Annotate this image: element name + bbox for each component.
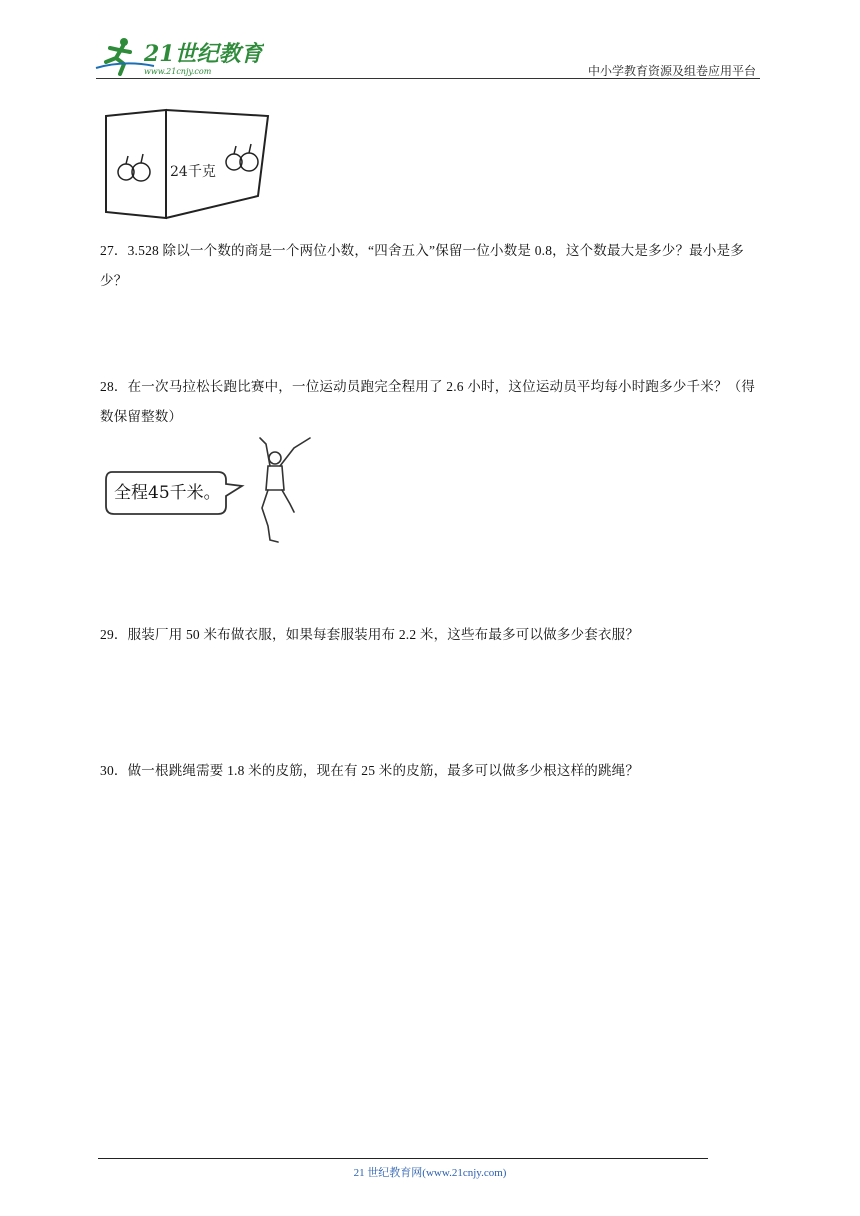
box-weight-label: 24千克 [170,164,216,180]
question-29: 29．服装厂用 50 米布做衣服，如果每套服装用布 2.2 米，这些布最多可以做多少套衣服？ [100,627,640,642]
question-28: 28．在一次马拉松长跑比赛中，一位运动员跑完全程用了 2.6 小时，这位运动员平均每小时跑多少千米？（得数保留整数） [100,379,756,424]
question-27: 27．3.528 除以一个数的商是一个两位小数，“四舍五入”保留一位小数是 0.8，这个数最大是多少？最小是多少？ [100,243,744,288]
question-30: 30．做一根跳绳需要 1.8 米的皮筋，现在有 25 米的皮筋，最多可以做多少根这样的跳绳？ [100,763,640,778]
apple-box-figure [100,104,270,226]
footer-link[interactable]: 21 世纪教育网(www.21cnjy.com) [353,1167,507,1179]
runner-logo-icon [94,34,264,80]
site-logo [94,34,264,80]
apple-icon [118,154,150,181]
platform-title: 中小学教育资源及组卷应用平台 [587,64,756,78]
runner-icon [260,438,310,542]
logo-url: www.21cnjy.com [144,67,212,76]
apple-icon [226,144,258,171]
speech-bubble-text: 全程45千米。 [114,483,221,503]
header-divider [96,78,760,79]
footer-divider [98,1158,708,1159]
marathon-figure [100,434,330,552]
logo-text: 21世纪教育 [144,41,263,67]
